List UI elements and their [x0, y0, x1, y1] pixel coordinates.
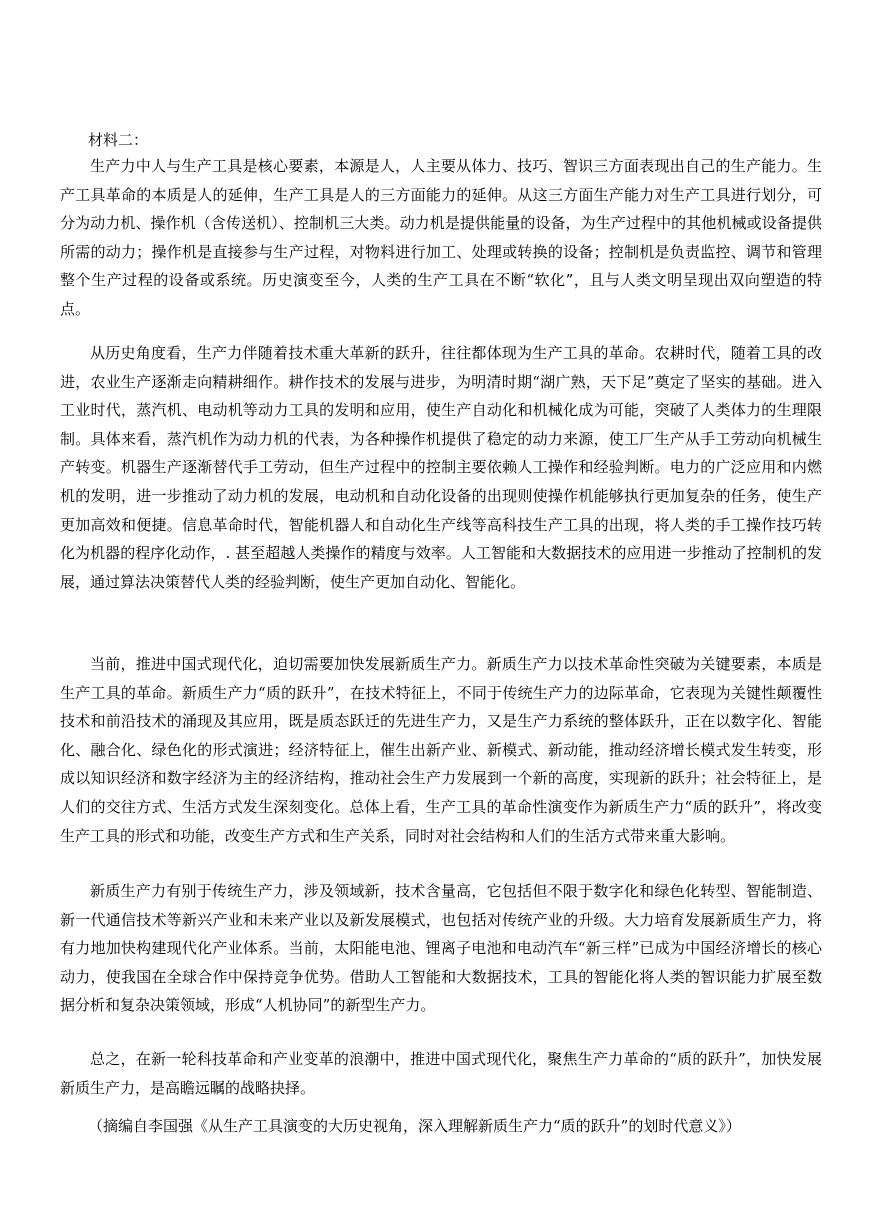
paragraph-4: 新质生产力有别于传统生产力，涉及领域新，技术含量高，它包括但不限于数字化和绿色化转型、智能制造、新一代通信技术等新兴产业和未来产业以及新发展模式，也包括对传统产业的升级。大力培育发展新质生产力，将有力地加快构建现代化产业体系。当前，太阳能电池、锂离子电池和电动汽车“新三样”已成为中国经济增长的核心动力，使我国在全球合作中保持竞争优势。借助人工智能和大数据技术，工具的智能化将人类的智识能力扩展至数据分析和复杂决策领域，形成“人机协同”的新型生产力。 [60, 882, 822, 1015]
material-heading: 材料二： [88, 131, 149, 149]
paragraph-1: 生产力中人与生产工具是核心要素，本源是人，人主要从体力、技巧、智识三方面表现出自己的生产能力。生产工具革命的本质是人的延伸，生产工具是人的三方面能力的延伸。从这三方面生产能力对生产工具进行划分，可分为动力机、操作机（含传送机）、控制机三大类。动力机是提供能量的设备，为生产过程中的其他机械或设备提供所需的动力；操作机是直接参与生产过程，对物料进行加工、处理或转换的设备；控制机是负责监控、调节和管理整个生产过程的设备或系统。历史演变至今，人类的生产工具在不断“软化”，且与人类文明呈现出双向塑造的特点。 [60, 157, 822, 318]
paragraph-3: 当前，推进中国式现代化，迫切需要加快发展新质生产力。新质生产力以技术革命性突破为关键要素，本质是生产工具的革命。新质生产力“质的跃升”，在技术特征上，不同于传统生产力的边际革命，它表现为关键性颠覆性技术和前沿技术的涌现及其应用，既是质态跃迁的先进生产力，又是生产力系统的整体跃升，正在以数字化、智能化、融合化、绿色化的形式演进；经济特征上，催生出新产业、新模式、新动能，推动经济增长模式发生转变，形成以知识经济和数字经济为主的经济结构，推动社会生产力发展到一个新的高度，实现新的跃升；社会特征上，是人们的交往方式、生活方式发生深刻变化。总体上看，生产工具的革命性演变作为新质生产力“质的跃升”，将改变生产工具的形式和功能，改变生产方式和生产关系，同时对社会结构和人们的生活方式带来重大影响。 [60, 655, 822, 845]
source-citation: （摘编自李国强《从生产工具演变的大历史视角，深入理解新质生产力“质的跃升”的划时代意义》） [88, 1117, 741, 1135]
paragraph-5: 总之，在新一轮科技革命和产业变革的浪潮中，推进中国式现代化，聚焦生产力革命的“质的跃升”，加快发展新质生产力，是高瞻远瞩的战略抉择。 [60, 1050, 822, 1097]
paragraph-2: 从历史角度看，生产力伴随着技术重大革新的跃升，往往都体现为生产工具的革命。农耕时代，随着工具的改进，农业生产逐渐走向精耕细作。耕作技术的发展与进步，为明清时期“湖广熟，天下足”奠定了坚实的基础。进入工业时代，蒸汽机、电动机等动力工具的发明和应用，使生产自动化和机械化成为可能，突破了人类体力的生理限制。具体来看，蒸汽机作为动力机的代表，为各种操作机提供了稳定的动力来源，使工厂生产从手工劳动向机械生产转变。机器生产逐渐替代手工劳动，但生产过程中的控制主要依赖人工操作和经验判断。电力的广泛应用和内燃机的发明，进一步推动了动力机的发展，电动机和自动化设备的出现则使操作机能够执行更加复杂的任务，使生产更加高效和便捷。信息革命时代，智能机器人和自动化生产线等高科技生产工具的出现，将人类的手工操作技巧转化为机器的程序化动作，. 甚至超越人类操作的精度与效率。人工智能和大数据技术的应用进一步推动了控制机的发展，通过算法决策替代人类的经验判断，使生产更加自动化、智能化。 [60, 344, 822, 591]
